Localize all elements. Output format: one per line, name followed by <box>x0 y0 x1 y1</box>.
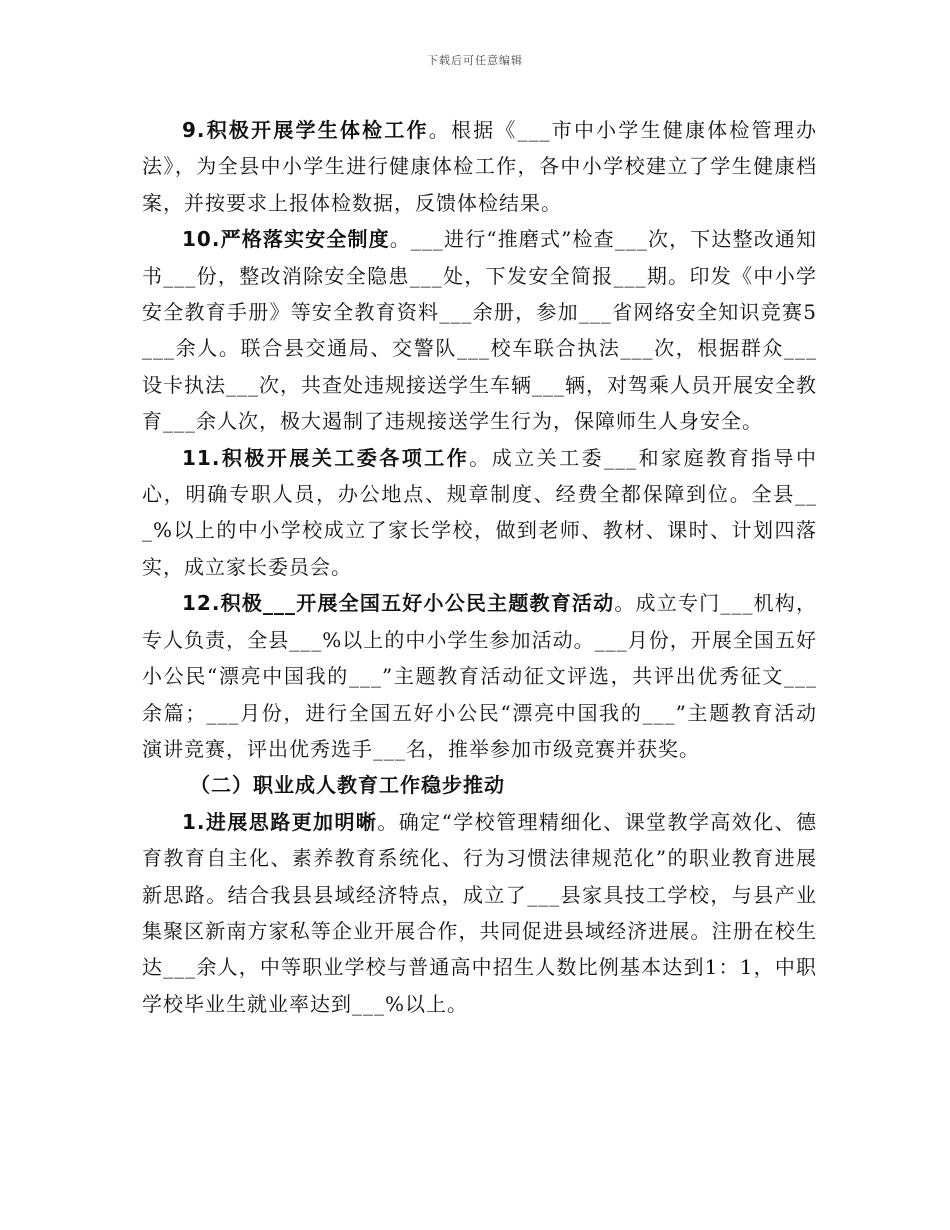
page-header: 下载后可任意编辑 <box>427 54 523 67</box>
paragraph-vocational-1-lead: 1.进展思路更加明晰 <box>182 809 378 834</box>
paragraph-10 <box>142 221 817 439</box>
paragraph-vocational-1-body: 。确定“学校管理精细化、课堂教学高效化、德育教育自主化、素养教育系统化、行为习惯法律规范化”的职业教育进展新思路。结合我县县域经济特点，成立了___县家具技工学校，与县产业集聚区新南方家私等企业开展合作，共同促进县域经济进展。注册在校生达___余人，中等职业学校与普通高中招生人数比例基本达到1：1，中职学校毕业生就业率达到___%以上。 <box>142 809 818 1016</box>
paragraph-9-lead: 9.积极开展学生体检工作 <box>182 118 429 142</box>
paragraph-vocational-1 <box>142 804 817 1022</box>
paragraph-11-lead: 11.积极开展关工委各项工作 <box>182 445 470 470</box>
document-body <box>142 112 817 1022</box>
section-heading: （二）职业成人教育工作稳步推动 <box>190 773 505 798</box>
paragraph-12-lead: 12.积极___开展全国五好小公民主题教育活动 <box>182 591 615 616</box>
paragraph-12 <box>142 585 817 767</box>
paragraph-9 <box>142 112 817 221</box>
paragraph-11-body: 。成立关工委___和家庭教育指导中心，明确专职人员，办公地点、规章制度、经费全都保障到位。全县___%以上的中小学校成立了家长学校，做到老师、教材、课时、计划四落实，成立家长委员会。 <box>142 445 817 579</box>
paragraph-9-body: 。根据《___市中小学生健康体检管理办法》，为全县中小学生进行健康体检工作，各中小学校建立了学生健康档案，并按要求上报体检数据，反馈体检结果。 <box>142 118 817 215</box>
paragraph-10-body: 。___进行“推磨式”检查___次，下达整改通知书___份，整改消除安全隐患___处，下发安全简报___期。印发《中小学安全教育手册》等安全教育资料___余册，参加___省网络安全知识竞赛5___余人。联合县交通局、交警队___校车联合执法___次，根据群众___设卡执法___次，共查处违规接送学生车辆___辆，对驾乘人员开展安全教育___余人次，极大遏制了违规接送学生行为，保障师生人身安全。 <box>142 227 818 434</box>
paragraph-12-body: 。成立专门___机构，专人负责，全县___%以上的中小学生参加活动。___月份，开展全国五好小公民“漂亮中国我的___”主题教育活动征文评选，共评出优秀征文___余篇；___月份，进行全国五好小公民“漂亮中国我的___”主题教育活动演讲竞赛，评出优秀选手___名，推举参加市级竞赛并获奖。 <box>142 591 817 761</box>
paragraph-10-lead: 10.严格落实安全制度 <box>182 227 390 252</box>
paragraph-11 <box>142 440 817 586</box>
